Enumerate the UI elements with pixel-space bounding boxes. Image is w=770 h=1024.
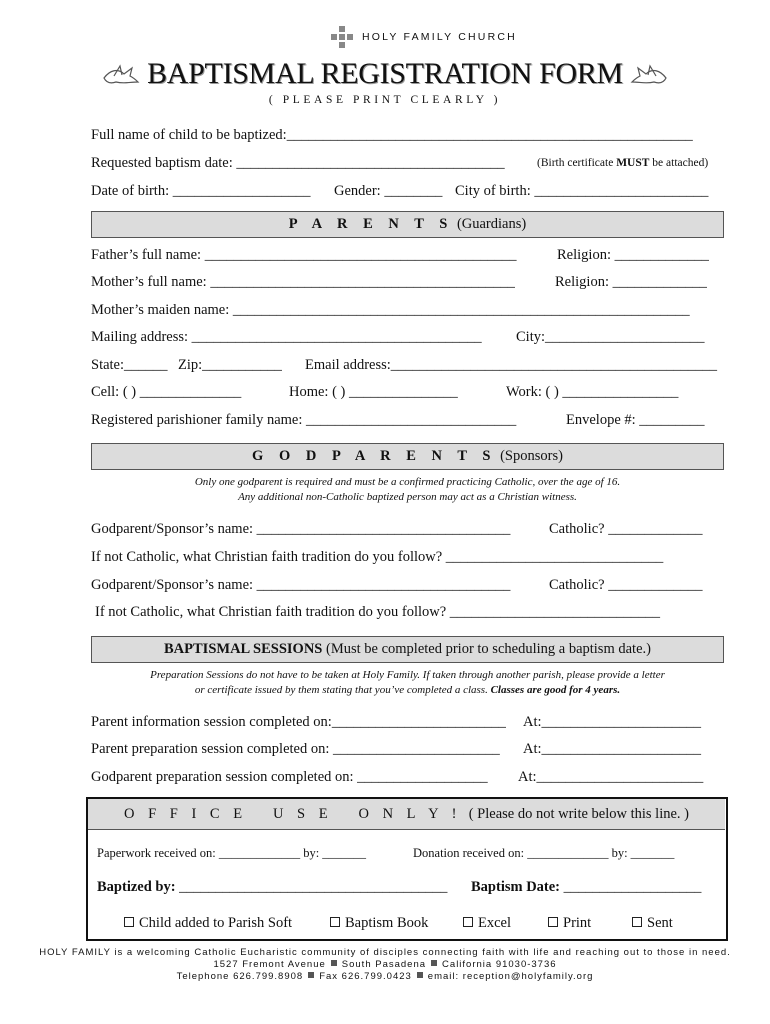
checkbox-label: Excel: [478, 915, 512, 931]
parent-info-session-field[interactable]: Parent information session completed on:________________________: [91, 714, 506, 730]
birth-cert-must: MUST: [616, 157, 650, 169]
form-title: BAPTISMAL REGISTRATION FORM: [147, 57, 623, 90]
dove-icon: [630, 64, 670, 88]
baptism-date-office-field[interactable]: [471, 879, 701, 896]
checkbox-excel[interactable]: [463, 915, 511, 932]
gender-field[interactable]: Gender: ________: [334, 183, 443, 199]
footer-state-zip: California 91030-3736: [442, 959, 557, 970]
mother-religion-field[interactable]: Religion: _____________: [555, 274, 707, 290]
donation-received-field[interactable]: Donation received on: _____________ by: _______: [413, 846, 675, 860]
sessions-note-line-1: Preparation Sessions do not have to be taken at Holy Family. If taken through another parish, please provide a letter: [150, 669, 665, 681]
work-phone-field[interactable]: Work: ( ) ________________: [506, 384, 679, 400]
email-field[interactable]: Email address:_____________________________________________: [305, 357, 718, 373]
mother-name-field[interactable]: Mother’s full name: __________________________________________: [91, 274, 515, 290]
checkbox-label: Sent: [647, 915, 673, 931]
parents-subheading: (Guardians): [453, 216, 527, 232]
footer-fax: Fax 626.799.0423: [319, 971, 412, 982]
child-full-name-field[interactable]: Full name of child to be baptized:________________________________________________________: [91, 127, 693, 143]
registered-family-name-field[interactable]: Registered parishioner family name: _____________________________: [91, 412, 517, 428]
checkbox-label: Baptism Book: [345, 915, 429, 931]
checkbox-icon[interactable]: [463, 917, 473, 927]
sessions-note: [91, 668, 724, 698]
parent-prep-at-field[interactable]: At:______________________: [523, 741, 702, 757]
sessions-subheading: (Must be completed prior to scheduling a baptism date.): [322, 641, 651, 657]
footer-contact: [0, 971, 770, 982]
sessions-note-line-2: [91, 683, 724, 698]
godparent-2-catholic-field[interactable]: Catholic? _____________: [549, 577, 703, 593]
baptized-by-label: Baptized by:: [97, 879, 176, 895]
office-use-box: [86, 797, 728, 941]
baptism-date-field[interactable]: Requested baptism date: _____________________________________: [91, 155, 505, 171]
office-use-heading: O F F I C E U S E O N L Y !: [124, 806, 462, 822]
city-of-birth-field[interactable]: City of birth: ________________________: [455, 183, 709, 199]
dove-icon: [100, 64, 140, 88]
checkbox-icon[interactable]: [548, 917, 558, 927]
godparent-1-name-field[interactable]: Godparent/Sponsor’s name: ___________________________________: [91, 521, 511, 537]
date-of-birth-field[interactable]: Date of birth: ___________________: [91, 183, 311, 199]
godparents-note-line-2: Any additional non-Catholic baptized person may act as a Christian witness.: [238, 491, 577, 503]
mother-maiden-name-field[interactable]: Mother’s maiden name: _______________________________________________________________: [91, 302, 690, 318]
birth-cert-text: (Birth certificate: [537, 157, 617, 169]
birth-cert-text-end: be attached): [649, 157, 709, 169]
bullet-square-icon: [331, 960, 337, 966]
office-use-header: [88, 799, 725, 830]
sessions-note-text: or certificate issued by them stating that you’ve completed a class.: [194, 684, 491, 696]
godparents-note-line-1: Only one godparent is required and must be a confirmed practicing Catholic, over the age of 16.: [194, 476, 621, 488]
godparent-1-faith-field[interactable]: If not Catholic, what Christian faith tradition do you follow? ______________________________: [91, 549, 664, 565]
checkbox-icon[interactable]: [124, 917, 134, 927]
godparents-heading: G O D P A R E N T S: [252, 448, 497, 464]
footer-address: [0, 959, 770, 970]
footer-mission-text: is a welcoming Catholic Eucharistic community of disciples connecting faith with life and reaching out to those in need.: [110, 947, 731, 958]
mailing-address-field[interactable]: Mailing address: ________________________________________: [91, 329, 482, 345]
church-name: HOLY FAMILY CHURCH: [362, 31, 517, 43]
godparents-note: [91, 475, 724, 505]
bullet-square-icon: [308, 972, 314, 978]
checkbox-baptism-book[interactable]: [330, 915, 428, 932]
checkbox-label: Print: [563, 915, 592, 931]
footer-telephone: Telephone 626.799.8908: [176, 971, 304, 982]
footer-email[interactable]: email: reception@holyfamily.org: [427, 971, 594, 982]
baptism-date-line: ___________________: [560, 879, 702, 895]
godparent-prep-at-field[interactable]: At:_______________________: [518, 769, 704, 785]
father-religion-field[interactable]: Religion: _____________: [557, 247, 709, 263]
checkbox-parish-soft[interactable]: [124, 915, 292, 932]
parent-prep-session-field[interactable]: Parent preparation session completed on: _______________________: [91, 741, 500, 757]
footer-street: 1527 Fremont Avenue: [213, 959, 326, 970]
sessions-heading: BAPTISMAL SESSIONS: [164, 641, 323, 657]
checkbox-print[interactable]: [548, 915, 591, 932]
baptized-by-line: _____________________________________: [175, 879, 448, 895]
sessions-section-header: [91, 636, 724, 663]
parents-heading: P A R E N T S: [288, 216, 454, 232]
baptized-by-field[interactable]: [97, 879, 447, 896]
godparent-2-faith-field[interactable]: If not Catholic, what Christian faith tradition do you follow? _____________________________: [95, 604, 661, 620]
form-title-row: [0, 57, 770, 91]
godparent-2-name-field[interactable]: Godparent/Sponsor’s name: ___________________________________: [91, 577, 511, 593]
print-clearly-note: ( PLEASE PRINT CLEARLY ): [268, 94, 502, 106]
checkbox-sent[interactable]: [632, 915, 673, 932]
paperwork-received-field[interactable]: Paperwork received on: _____________ by: _______: [97, 846, 367, 860]
footer-church-name: HOLY FAMILY: [39, 947, 111, 958]
parent-info-at-field[interactable]: At:______________________: [523, 714, 702, 730]
father-name-field[interactable]: Father’s full name: ___________________________________________: [91, 247, 517, 263]
office-use-subheading: ( Please do not write below this line. ): [461, 806, 689, 822]
checkbox-label: Child added to Parish Soft: [139, 915, 293, 931]
godparents-section-header: [91, 443, 724, 470]
cross-logo-icon: [331, 26, 353, 48]
checkbox-icon[interactable]: [330, 917, 340, 927]
baptism-date-label: Baptism Date:: [471, 879, 561, 895]
bullet-square-icon: [417, 972, 423, 978]
footer-city: South Pasadena: [341, 959, 427, 970]
city-field[interactable]: City:______________________: [516, 329, 705, 345]
checkbox-icon[interactable]: [632, 917, 642, 927]
godparents-subheading: (Sponsors): [496, 448, 563, 464]
footer-mission: [0, 947, 770, 958]
parents-section-header: [91, 211, 724, 238]
godparent-1-catholic-field[interactable]: Catholic? _____________: [549, 521, 703, 537]
home-phone-field[interactable]: Home: ( ) _______________: [289, 384, 458, 400]
godparent-prep-session-field[interactable]: Godparent preparation session completed on: __________________: [91, 769, 488, 785]
envelope-number-field[interactable]: Envelope #: _________: [566, 412, 705, 428]
sessions-note-bold: Classes are good for 4 years.: [490, 684, 621, 696]
cell-phone-field[interactable]: Cell: ( ) ______________: [91, 384, 242, 400]
state-field[interactable]: State:______: [91, 357, 168, 373]
zip-field[interactable]: Zip:___________: [178, 357, 282, 373]
birth-certificate-note: [537, 157, 708, 169]
bullet-square-icon: [431, 960, 437, 966]
